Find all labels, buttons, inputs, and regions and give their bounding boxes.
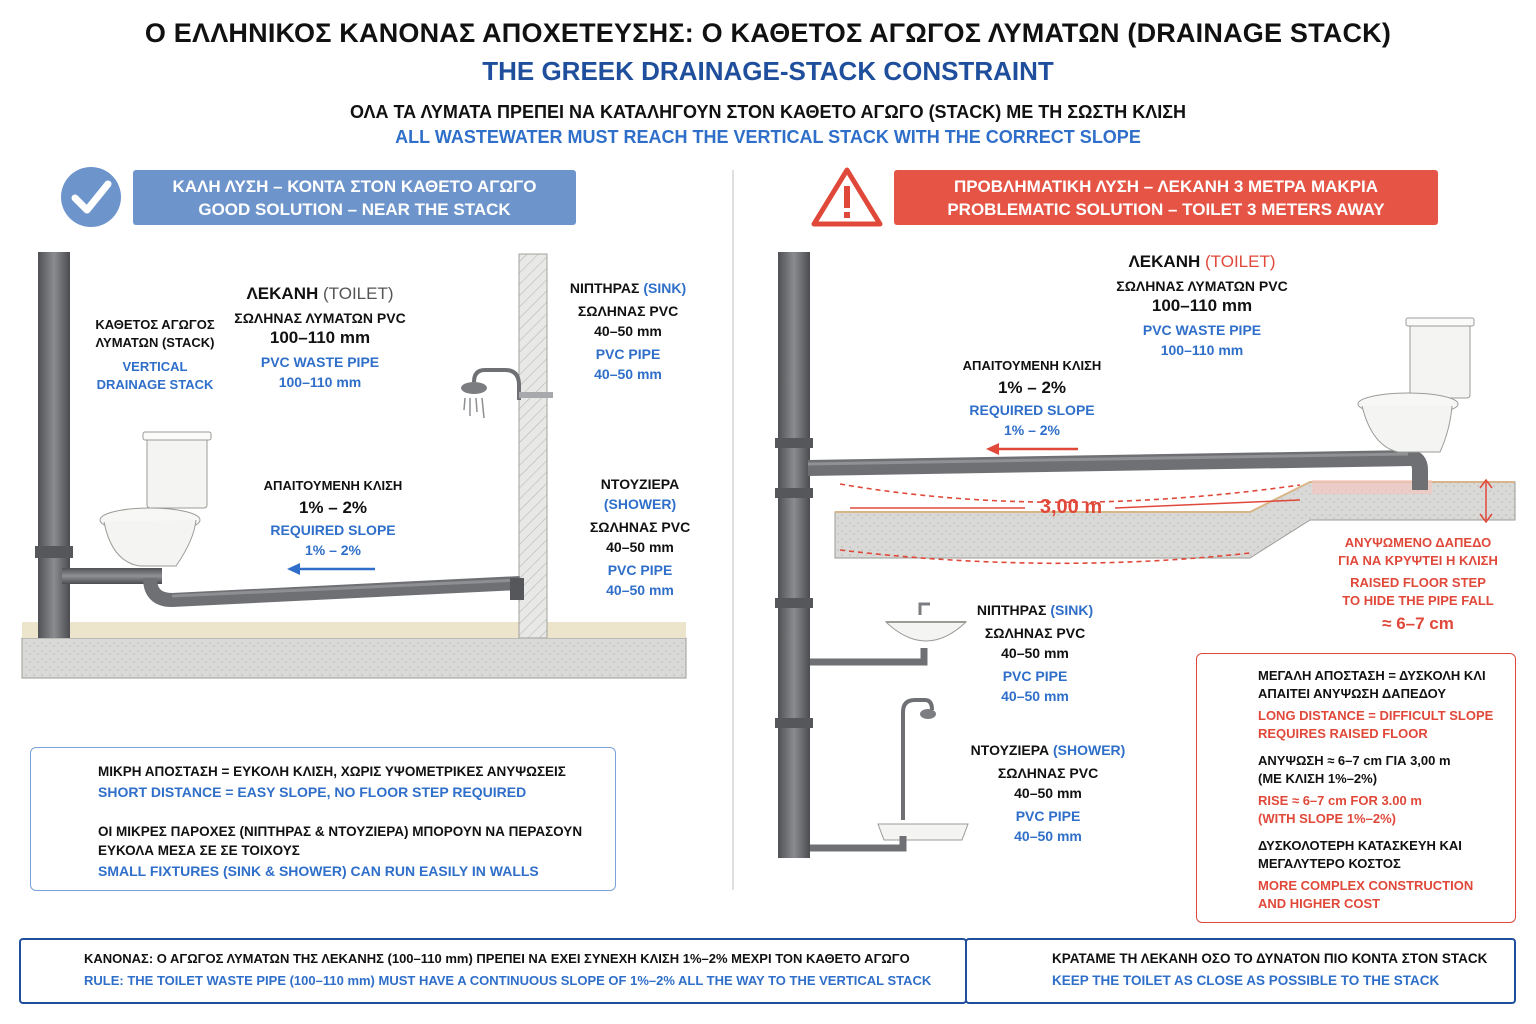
toilet-label-en: (TOILET): [323, 284, 394, 303]
far-sink-size-en: 40–50 mm: [1001, 688, 1069, 704]
shower-label: [565, 474, 715, 600]
far-slope-value-en: 1% – 2%: [1003, 422, 1061, 438]
slope-arrow-left-far: [986, 443, 1078, 455]
sink-label: [568, 278, 688, 384]
far-sink-pipe-gr: ΣΩΛΗΝΑΣ PVC: [984, 625, 1086, 641]
far-shower-en: (SHOWER): [1053, 742, 1126, 758]
raised-floor-gr2: ΓΙΑ ΝΑ ΚΡΥΨΤΕΙ Η ΚΛΙΣΗ: [1338, 553, 1498, 568]
good-note-2-en: SMALL FIXTURES (SINK & SHOWER) CAN RUN EASILY IN WALLS: [98, 863, 539, 879]
far-shower-pipe-gr: ΣΩΛΗΝΑΣ PVC: [997, 765, 1099, 781]
good-note-1-gr: ΜΙΚΡΗ ΑΠΟΣΤΑΣΗ = ΕΥΚΟΛΗ ΚΛΙΣΗ, ΧΩΡΙΣ ΥΨΟΜΕΤΡΙΚΕΣ ΑΝΥΨΩΣΕΙΣ: [98, 764, 566, 779]
toilet-icon: [100, 432, 211, 566]
sink-pipe-en: PVC PIPE: [595, 346, 661, 362]
warning-triangle-icon: [814, 170, 880, 224]
toilet-label-gr: ΛΕΚΑΝΗ: [246, 284, 319, 303]
raised-floor-label: [1330, 534, 1506, 633]
stack-label-gr2: ΛΥΜΑΤΩΝ (STACK): [95, 335, 215, 350]
good-solution-banner: [133, 170, 576, 225]
far-shower-label: [968, 740, 1128, 846]
bad-note-3-en1: MORE COMPLEX CONSTRUCTION: [1258, 878, 1474, 893]
far-slope-value: 1% – 2%: [997, 378, 1067, 397]
shower-pipe-gr: ΣΩΛΗΝΑΣ PVC: [589, 519, 691, 535]
sink-label-en: (SINK): [643, 280, 687, 296]
stack-label-en1: VERTICAL: [122, 359, 188, 374]
good-banner-greek: ΚΑΛΗ ΛΥΣΗ – ΚΟΝΤΑ ΣΤΟΝ ΚΑΘΕΤΟ ΑΓΩΓΟ: [172, 177, 537, 196]
far-toilet-size-en: 100–110 mm: [1160, 342, 1244, 358]
toilet-pipe-gr: ΣΩΛΗΝΑΣ ΛΥΜΑΤΩΝ PVC: [234, 310, 406, 326]
check-circle-icon: [61, 167, 121, 227]
bad-solution-banner: [894, 170, 1438, 225]
far-toilet-pipe-en: PVC WASTE PIPE: [1142, 322, 1262, 338]
bad-banner-greek: ΠΡΟΒΛΗΜΑΤΙΚΗ ΛΥΣΗ – ΛΕΚΑΝΗ 3 ΜΕΤΡΑ ΜΑΚΡΙΑ: [953, 177, 1379, 196]
far-toilet-en: (TOILET): [1205, 252, 1276, 271]
far-toilet-gr: ΛΕΚΑΝΗ: [1128, 252, 1201, 271]
far-slope-gr: ΑΠΑΙΤΟΥΜΕΝΗ ΚΛΙΣΗ: [962, 358, 1102, 373]
sink-label-gr: ΝΙΠΤΗΡΑΣ: [569, 280, 640, 296]
bad-note-3-gr1: ΔΥΣΚΟΛΟΤΕΡΗ ΚΑΤΑΣΚΕΥΗ ΚΑΙ: [1258, 838, 1462, 853]
far-shower-pipe-en: PVC PIPE: [1015, 808, 1081, 824]
bad-note-2-en2: (WITH SLOPE 1%–2%): [1258, 811, 1396, 826]
good-note-1-en: SHORT DISTANCE = EASY SLOPE, NO FLOOR STEP REQUIRED: [98, 784, 527, 800]
good-note-2: [98, 822, 608, 881]
raised-floor-value: ≈ 6–7 cm: [1382, 614, 1454, 633]
bad-note-3: [1258, 837, 1508, 913]
subtitle-english: ALL WASTEWATER MUST REACH THE VERTICAL STACK WITH THE CORRECT SLOPE: [395, 127, 1141, 147]
shower-label-en: (SHOWER): [603, 496, 677, 512]
rule-text-gr: ΚΑΝΟΝΑΣ: Ο ΑΓΩΓΟΣ ΛΥΜΑΤΩΝ ΤΗΣ ΛΕΚΑΝΗΣ (100–110 mm) ΠΡΕΠΕΙ ΝΑ ΕΧΕΙ ΣΥΝΕΧΗ ΚΛΙΣΗ 1%–2% ΜΕΧΡΙ ΤΟΝ ΚΑΘΕΤΟ ΑΓΩΓΟ: [84, 951, 910, 966]
bad-note-2-en1: RISE ≈ 6–7 cm FOR 3.00 m: [1258, 793, 1422, 808]
far-sink-label: [975, 600, 1095, 706]
far-toilet-pipe-gr: ΣΩΛΗΝΑΣ ΛΥΜΑΤΩΝ PVC: [1116, 278, 1288, 294]
good-banner-english: GOOD SOLUTION – NEAR THE STACK: [198, 200, 511, 219]
bad-note-1-gr1: ΜΕΓΑΛΗ ΑΠΟΣΤΑΣΗ = ΔΥΣΚΟΛΗ ΚΛΙ: [1258, 668, 1486, 683]
bad-note-1: [1258, 667, 1508, 743]
tip-text-en: KEEP THE TOILET AS CLOSE AS POSSIBLE TO THE STACK: [1052, 973, 1440, 988]
toilet-size: 100–110 mm: [269, 328, 371, 347]
far-slope-label: [957, 356, 1107, 440]
bad-note-1-en2: REQUIRES RAISED FLOOR: [1258, 726, 1428, 741]
bad-note-3-gr2: ΜΕΓΑΛΥΤΕΡΟ ΚΟΣΤΟΣ: [1258, 856, 1401, 871]
shower-pipe-en: PVC PIPE: [607, 562, 673, 578]
distance-label: 3,00 m: [1039, 496, 1103, 518]
stack-label: [88, 316, 222, 394]
far-shower-gr: ΝΤΟΥΖΙΕΡΑ: [970, 742, 1050, 758]
bad-note-1-gr2: ΑΠΑΙΤΕΙ ΑΝΥΨΩΣΗ ΔΑΠΕΔΟΥ: [1258, 686, 1447, 701]
good-note-2-gr2: ΕΥΚΟΛΑ ΜΕΣΑ ΣΕ ΣΕ ΤΟΙΧΟΥΣ: [98, 843, 300, 858]
subtitle-greek: ΟΛΑ ΤΑ ΛΥΜΑΤΑ ΠΡΕΠΕΙ ΝΑ ΚΑΤΑΛΗΓΟΥΝ ΣΤΟΝ ΚΑΘΕΤΟ ΑΓΩΓΟ (STACK) ΜΕ ΤΗ ΣΩΣΤΗ ΚΛΙΣΗ: [349, 102, 1187, 122]
slope-label: [258, 476, 408, 560]
far-toilet-label: [1110, 252, 1294, 360]
toilet-size-en: 100–110 mm: [278, 374, 362, 390]
raised-floor-en2: TO HIDE THE PIPE FALL: [1342, 593, 1494, 608]
shower-icon-far: [810, 700, 968, 848]
far-sink-gr: ΝΙΠΤΗΡΑΣ: [976, 602, 1047, 618]
page-title-greek: Ο ΕΛΛΗΝΙΚΟΣ ΚΑΝΟΝΑΣ ΑΠΟΧΕΤΕΥΣΗΣ: Ο ΚΑΘΕΤΟΣ ΑΓΩΓΟΣ ΛΥΜΑΤΩΝ (DRAINAGE STACK): [144, 18, 1392, 48]
toilet-label: [228, 284, 412, 392]
slope-label-en: REQUIRED SLOPE: [270, 522, 396, 538]
tip-text: [1052, 948, 1512, 992]
tip-text-gr: ΚΡΑΤΑΜΕ ΤΗ ΛΕΚΑΝΗ ΟΣΟ ΤΟ ΔΥΝΑΤΟΝ ΠΙΟ ΚΟΝΤΑ ΣΤΟΝ STACK: [1052, 951, 1488, 966]
stack-label-gr1: ΚΑΘΕΤΟΣ ΑΓΩΓΟΣ: [95, 317, 215, 332]
slope-value: 1% – 2%: [298, 498, 368, 517]
sink-size-en: 40–50 mm: [594, 366, 662, 382]
bad-note-2: [1258, 752, 1508, 828]
shower-size-en: 40–50 mm: [606, 582, 674, 598]
raised-floor-en1: RAISED FLOOR STEP: [1350, 575, 1486, 590]
far-sink-en: (SINK): [1050, 602, 1094, 618]
rule-text: [84, 948, 962, 992]
rule-text-en: RULE: THE TOILET WASTE PIPE (100–110 mm) MUST HAVE A CONTINUOUS SLOPE OF 1%–2% ALL THE WAY TO THE VERTICAL STACK: [84, 973, 932, 988]
far-toilet-size: 100–110 mm: [1151, 296, 1253, 315]
good-note-2-gr1: ΟΙ ΜΙΚΡΕΣ ΠΑΡΟΧΕΣ (ΝΙΠΤΗΡΑΣ & ΝΤΟΥΖΙΕΡΑ) ΜΠΟΡΟΥΝ ΝΑ ΠΕΡΑΣΟΥΝ: [98, 824, 583, 839]
far-sink-size: 40–50 mm: [1001, 645, 1069, 661]
toilet-icon-far: [1358, 318, 1474, 452]
sink-pipe-gr: ΣΩΛΗΝΑΣ PVC: [577, 303, 679, 319]
sink-size: 40–50 mm: [594, 323, 662, 339]
far-shower-size-en: 40–50 mm: [1014, 828, 1082, 844]
slope-value-en: 1% – 2%: [304, 542, 362, 558]
bad-note-2-gr1: ΑΝΥΨΩΣΗ ≈ 6–7 cm ΓΙΑ 3,00 m: [1258, 753, 1451, 768]
slope-label-gr: ΑΠΑΙΤΟΥΜΕΝΗ ΚΛΙΣΗ: [263, 478, 403, 493]
good-note-1: [98, 762, 608, 802]
page-title-english: THE GREEK DRAINAGE-STACK CONSTRAINT: [482, 56, 1054, 86]
toilet-pipe-en: PVC WASTE PIPE: [260, 354, 380, 370]
far-sink-pipe-en: PVC PIPE: [1002, 668, 1068, 684]
bad-banner-english: PROBLEMATIC SOLUTION – TOILET 3 METERS AWAY: [947, 200, 1385, 219]
raised-floor-gr1: ΑΝΥΨΩΜΕΝΟ ΔΑΠΕΔΟ: [1344, 535, 1492, 550]
stack-label-en2: DRAINAGE STACK: [96, 377, 214, 392]
shower-size: 40–50 mm: [606, 539, 674, 555]
shower-label-gr: ΝΤΟΥΖΙΕΡΑ: [600, 476, 680, 492]
far-slope-en: REQUIRED SLOPE: [969, 402, 1095, 418]
bad-note-3-en2: AND HIGHER COST: [1258, 896, 1381, 911]
far-shower-size: 40–50 mm: [1014, 785, 1082, 801]
sink-icon: [810, 604, 966, 662]
bad-note-1-en1: LONG DISTANCE = DIFFICULT SLOPE: [1258, 708, 1494, 723]
bad-note-2-gr2: (ΜΕ ΚΛΙΣΗ 1%–2%): [1258, 771, 1378, 786]
slope-arrow-left: [287, 563, 375, 575]
